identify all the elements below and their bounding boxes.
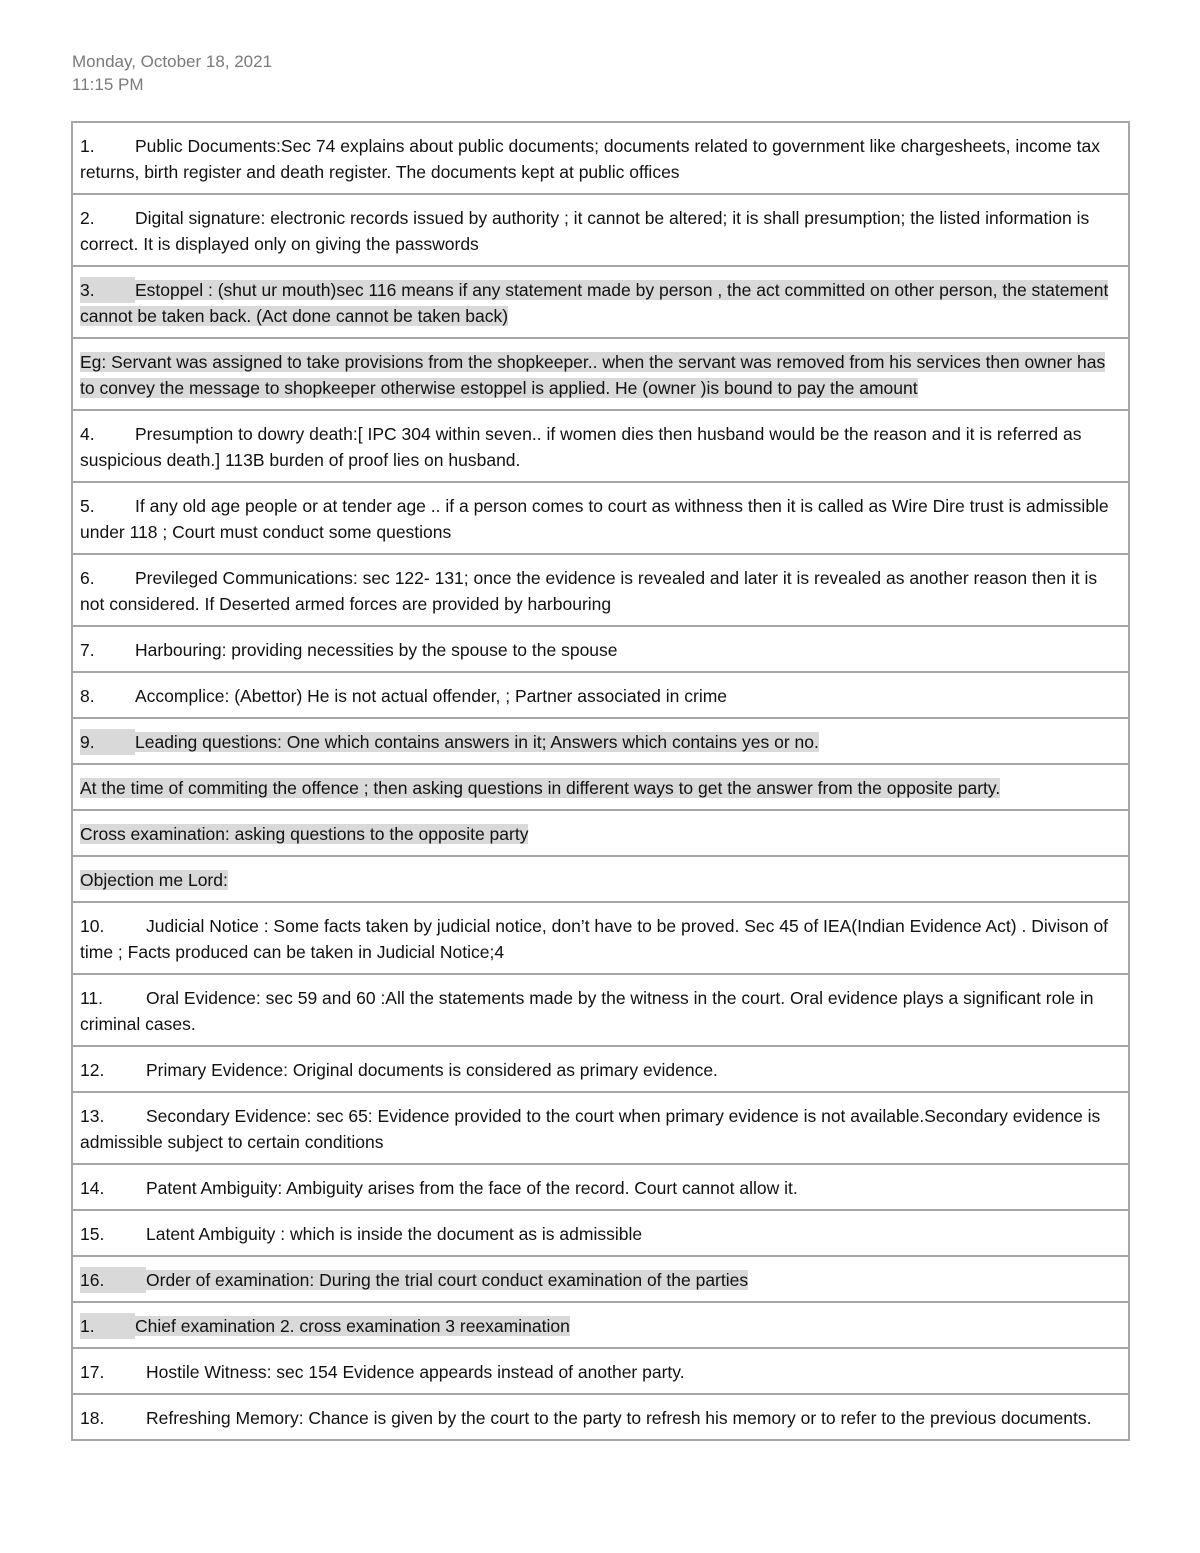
note-text: Cross examination: asking questions to the opposite party bbox=[80, 824, 529, 844]
notes-table bbox=[71, 121, 1130, 1441]
note-date: Monday, October 18, 2021 bbox=[72, 52, 273, 71]
note-row bbox=[73, 483, 1128, 555]
note-row bbox=[73, 1211, 1128, 1257]
note-number: 1. bbox=[80, 1313, 135, 1339]
note-row bbox=[73, 411, 1128, 483]
note-row bbox=[73, 903, 1128, 975]
note-row bbox=[73, 555, 1128, 627]
note-row bbox=[73, 1257, 1128, 1303]
note-text: Presumption to dowry death:[ IPC 304 within seven.. if women dies then husband would be the reason and it is referred as suspicious death.] 113B burden of proof lies on husband. bbox=[80, 424, 1082, 470]
note-text: Oral Evidence: sec 59 and 60 :All the statements made by the witness in the court. Oral evidence plays a significant role in criminal cases. bbox=[80, 988, 1094, 1034]
note-number: 8. bbox=[80, 686, 95, 706]
note-number: 14. bbox=[80, 1178, 105, 1198]
note-row bbox=[73, 1165, 1128, 1211]
note-row bbox=[73, 1395, 1128, 1439]
note-text: Judicial Notice : Some facts taken by judicial notice, don’t have to be proved. Sec 45 of IEA(Indian Evidence Act) . Divison of time ; Facts produced can be taken in Judicial Notice;4 bbox=[80, 916, 1109, 962]
note-text: Latent Ambiguity : which is inside the document as is admissible bbox=[146, 1224, 643, 1244]
note-text: Eg: Servant was assigned to take provisions from the shopkeeper.. when the servant was removed from his services then owner has to convey the message to shopkeeper otherwise estoppel is applied. He (owner )is bound to pay the amount bbox=[80, 352, 1106, 398]
note-number: 15. bbox=[80, 1224, 105, 1244]
note-row bbox=[73, 1303, 1128, 1349]
note-text: Secondary Evidence: sec 65: Evidence provided to the court when primary evidence is not available.Secondary evidence is admissible subject to certain conditions bbox=[80, 1106, 1101, 1152]
note-number: 16. bbox=[80, 1267, 146, 1293]
note-number: 9. bbox=[80, 729, 135, 755]
note-text: Order of examination: During the trial court conduct examination of the parties bbox=[146, 1270, 749, 1290]
note-row bbox=[73, 1349, 1128, 1395]
note-text: Estoppel : (shut ur mouth)sec 116 means if any statement made by person , the act committed on other person, the statement cannot be taken back. (Act done cannot be taken back) bbox=[80, 280, 1109, 326]
note-text: Previleged Communications: sec 122- 131; once the evidence is revealed and later it is revealed as another reason then it is not considered. If Deserted armed forces are provided by harbouring bbox=[80, 568, 1098, 614]
note-row bbox=[73, 1093, 1128, 1165]
note-text: Public Documents:Sec 74 explains about public documents; documents related to government like chargesheets, income tax returns, birth register and death register. The documents kept at public offices bbox=[80, 136, 1100, 182]
note-text: Refreshing Memory: Chance is given by the court to the party to refresh his memory or to refer to the previous documents. bbox=[146, 1408, 1092, 1428]
note-text: Patent Ambiguity: Ambiguity arises from the face of the record. Court cannot allow it. bbox=[146, 1178, 798, 1198]
note-number: 17. bbox=[80, 1362, 105, 1382]
note-text: Primary Evidence: Original documents is considered as primary evidence. bbox=[146, 1060, 718, 1080]
note-row bbox=[73, 123, 1128, 195]
note-number: 11. bbox=[80, 988, 104, 1008]
note-number: 6. bbox=[80, 568, 95, 588]
note-number: 18. bbox=[80, 1408, 105, 1428]
note-text: Harbouring: providing necessities by the spouse to the spouse bbox=[135, 640, 618, 660]
note-number: 7. bbox=[80, 640, 95, 660]
page-header bbox=[72, 50, 272, 96]
note-row bbox=[73, 195, 1128, 267]
note-row bbox=[73, 975, 1128, 1047]
note-text: At the time of commiting the offence ; then asking questions in different ways to get the answer from the opposite party. bbox=[80, 778, 1001, 798]
note-text: Hostile Witness: sec 154 Evidence appeards instead of another party. bbox=[146, 1362, 685, 1382]
note-text: Leading questions: One which contains answers in it; Answers which contains yes or no. bbox=[135, 732, 819, 752]
note-number: 1. bbox=[80, 136, 95, 156]
note-row bbox=[73, 627, 1128, 673]
note-text: If any old age people or at tender age .. if a person comes to court as withness then it is called as Wire Dire trust is admissible under 118 ; Court must conduct some questions bbox=[80, 496, 1109, 542]
note-row bbox=[73, 811, 1128, 857]
note-number: 2. bbox=[80, 208, 95, 228]
note-text: Chief examination 2. cross examination 3 reexamination bbox=[135, 1316, 570, 1336]
note-text: Accomplice: (Abettor) He is not actual offender, ; Partner associated in crime bbox=[135, 686, 728, 706]
note-text: Objection me Lord: bbox=[80, 870, 228, 890]
note-row bbox=[73, 765, 1128, 811]
note-row bbox=[73, 719, 1128, 765]
note-number: 10. bbox=[80, 916, 105, 936]
note-number: 3. bbox=[80, 277, 135, 303]
note-number: 12. bbox=[80, 1060, 105, 1080]
note-number: 4. bbox=[80, 424, 95, 444]
note-number: 13. bbox=[80, 1106, 105, 1126]
note-row bbox=[73, 673, 1128, 719]
note-row bbox=[73, 339, 1128, 411]
note-row bbox=[73, 857, 1128, 903]
note-text: Digital signature: electronic records issued by authority ; it cannot be altered; it is shall presumption; the listed information is correct. It is displayed only on giving the passwords bbox=[80, 208, 1090, 254]
note-time: 11:15 PM bbox=[72, 75, 144, 94]
note-row bbox=[73, 267, 1128, 339]
note-number: 5. bbox=[80, 496, 95, 516]
note-row bbox=[73, 1047, 1128, 1093]
